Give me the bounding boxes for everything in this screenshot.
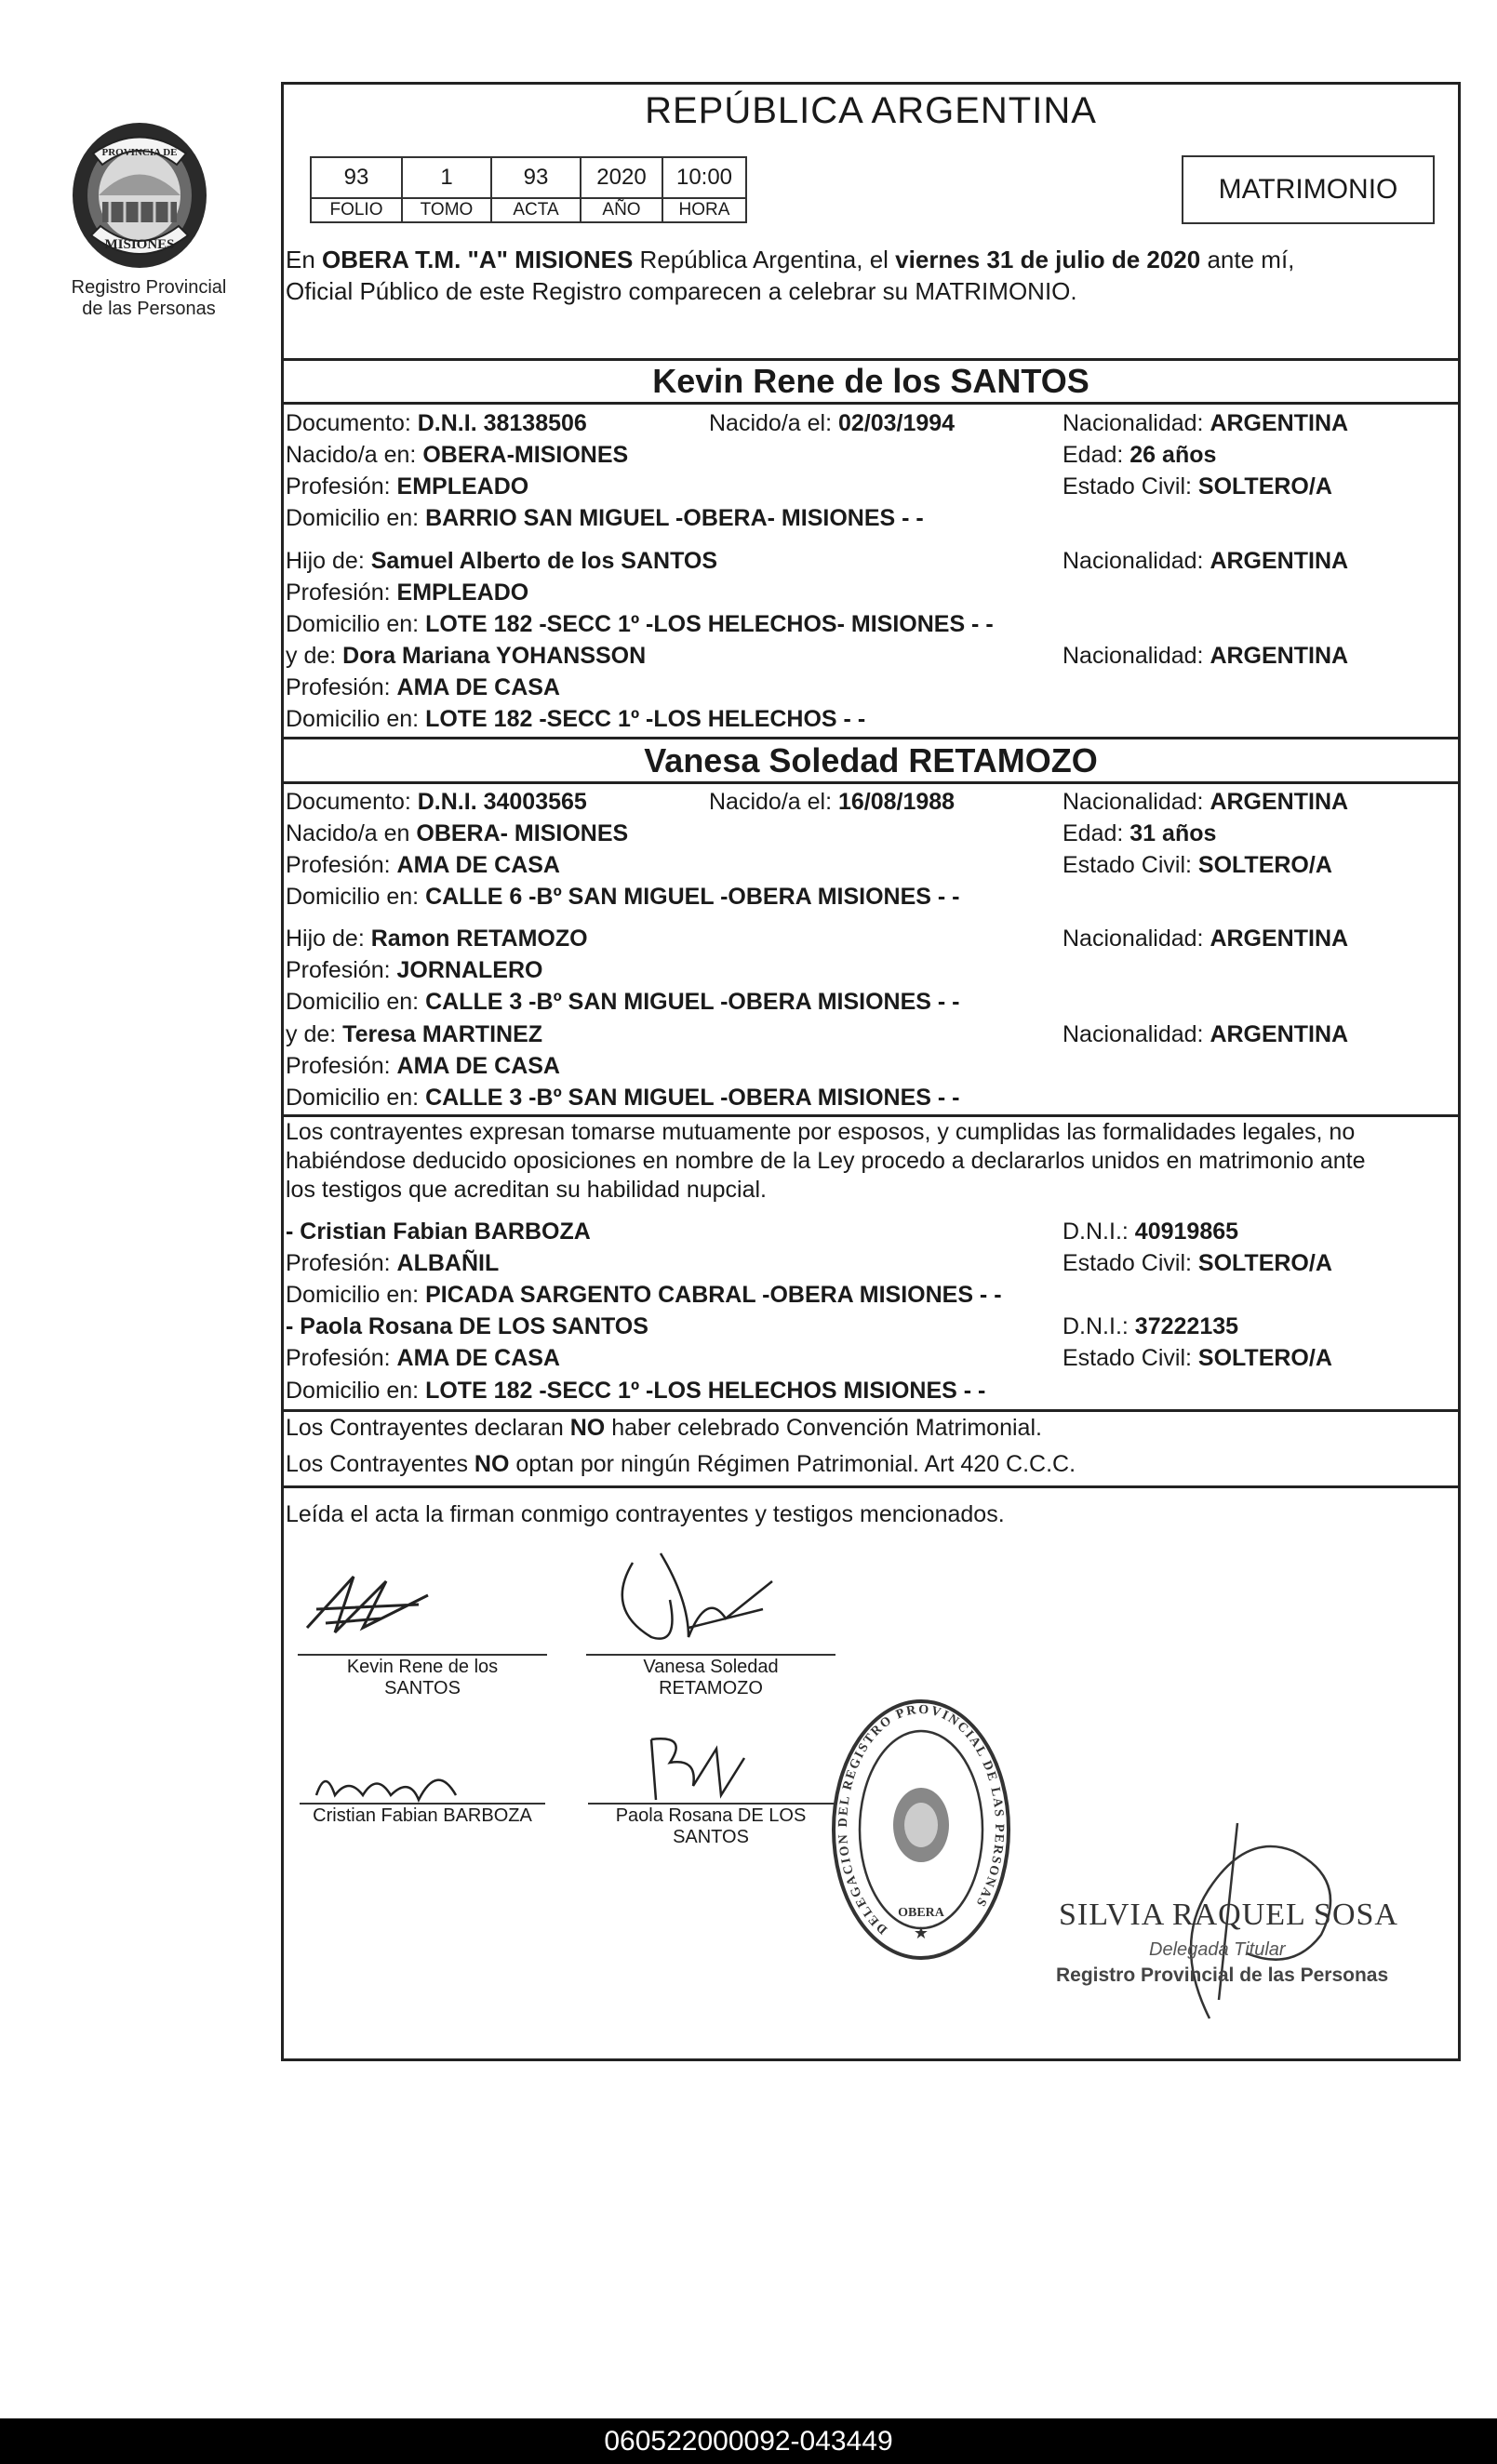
intro-text: ante mí, bbox=[1200, 246, 1295, 273]
field-label: D.N.I.: bbox=[1063, 1219, 1135, 1245]
field-label: Hijo de: bbox=[286, 548, 371, 574]
barcode-footer bbox=[0, 2418, 1497, 2464]
field-value: AMA DE CASA bbox=[396, 674, 560, 700]
field-label: Estado Civil: bbox=[1063, 1345, 1198, 1371]
act-type-box: MATRIMONIO bbox=[1182, 155, 1435, 224]
witness2-profession bbox=[286, 1344, 560, 1372]
field-label: Nacionalidad: bbox=[1063, 926, 1210, 952]
divider-regime bbox=[281, 1409, 1461, 1412]
intro-place: OBERA T.M. "A" MISIONES bbox=[322, 246, 634, 273]
field-value: AMA DE CASA bbox=[396, 1345, 560, 1371]
statement-text: Los Contrayentes declaran bbox=[286, 1415, 570, 1441]
field-value: EMPLEADO bbox=[396, 473, 529, 499]
field-label: Profesión: bbox=[286, 1250, 397, 1276]
witness2-civil-status bbox=[1063, 1344, 1332, 1372]
field-label: y de: bbox=[286, 643, 343, 669]
registry-label-line1: Registro Provincial bbox=[71, 277, 227, 298]
divider-spouse2-top bbox=[281, 737, 1461, 739]
witness2-address bbox=[286, 1377, 985, 1405]
witness2-dni bbox=[1063, 1312, 1238, 1340]
signature-label-spouse1 bbox=[298, 1657, 547, 1699]
spouse1-mother bbox=[286, 642, 646, 670]
field-value: ARGENTINA bbox=[1210, 410, 1349, 436]
divider-spouse2-name bbox=[281, 781, 1461, 784]
field-value: SOLTERO/A bbox=[1197, 852, 1332, 878]
spouse1-birth-place bbox=[286, 441, 628, 469]
declaration-line1: Los contrayentes expresan tomarse mutuamente por esposos, y cumplidas las formalidades legales, no bbox=[286, 1119, 1356, 1145]
anio-value: 2020 bbox=[581, 157, 662, 198]
seal-bottom-text: OBERA bbox=[898, 1906, 944, 1920]
signature-label-line: Vanesa Soledad bbox=[643, 1657, 779, 1677]
spouse1-father-address bbox=[286, 610, 994, 638]
field-label: Estado Civil: bbox=[1063, 1250, 1198, 1276]
declaration-line3: los testigos que acreditan su habilidad nupcial. bbox=[286, 1177, 768, 1203]
spouse1-name: Kevin Rene de los SANTOS bbox=[652, 362, 1089, 400]
spouse2-name: Vanesa Soledad RETAMOZO bbox=[644, 741, 1098, 779]
witness1-address bbox=[286, 1281, 1002, 1309]
field-label: Domicilio en: bbox=[286, 1378, 426, 1404]
field-value: ARGENTINA bbox=[1210, 1021, 1349, 1047]
spouse2-father bbox=[286, 925, 588, 952]
field-label: Edad: bbox=[1063, 442, 1130, 468]
spouse1-address bbox=[286, 504, 924, 532]
field-value: 16/08/1988 bbox=[837, 789, 956, 815]
field-value: ALBAÑIL bbox=[396, 1250, 500, 1276]
signature-label-line: Kevin Rene de los bbox=[346, 1657, 499, 1677]
field-value: JORNALERO bbox=[396, 957, 543, 983]
spouse1-father bbox=[286, 547, 717, 575]
field-label: Domicilio en: bbox=[286, 706, 426, 732]
seal-ring-text: DELEGACION DEL REGISTRO PROVINCIAL DE LAS PERSONAS bbox=[835, 1702, 1007, 1937]
spouse2-age bbox=[1063, 819, 1216, 847]
emblem-bottom-text: MISIONES bbox=[104, 237, 175, 252]
field-value: OBERA-MISIONES bbox=[422, 442, 629, 468]
signature-line-spouse1 bbox=[298, 1654, 547, 1656]
field-label: D.N.I.: bbox=[1063, 1313, 1135, 1339]
witness1-civil-status bbox=[1063, 1249, 1332, 1277]
divider-closing bbox=[281, 1485, 1461, 1488]
spouse1-nationality bbox=[1063, 409, 1348, 437]
signature-label-line: SANTOS bbox=[673, 1827, 749, 1847]
field-value: CALLE 3 -Bº SAN MIGUEL -OBERA MISIONES - - bbox=[425, 1085, 960, 1111]
spouse2-birth-date bbox=[709, 788, 955, 816]
field-label: Nacido/a en bbox=[286, 820, 417, 846]
folio-label: FOLIO bbox=[311, 198, 402, 222]
field-value: Dora Mariana YOHANSSON bbox=[342, 643, 647, 669]
field-label: Domicilio en: bbox=[286, 989, 426, 1015]
field-label: Domicilio en: bbox=[286, 1085, 426, 1111]
field-value: ARGENTINA bbox=[1210, 548, 1349, 574]
spouse2-document bbox=[286, 788, 587, 816]
acta-label: ACTA bbox=[491, 198, 581, 222]
statement-text: Los Contrayentes bbox=[286, 1451, 474, 1477]
folio-table bbox=[310, 156, 747, 223]
spouse2-mother-address bbox=[286, 1084, 960, 1112]
statement-text: haber celebrado Convención Matrimonial. bbox=[605, 1415, 1042, 1441]
regime-statement bbox=[286, 1450, 1076, 1478]
signature-label-line: SANTOS bbox=[384, 1678, 461, 1698]
country-title: REPÚBLICA ARGENTINA bbox=[645, 90, 1097, 131]
anio-label: AÑO bbox=[581, 198, 662, 222]
spouse2-mother-profession bbox=[286, 1052, 560, 1080]
declaration-paragraph bbox=[286, 1118, 1458, 1205]
field-value: ARGENTINA bbox=[1210, 643, 1349, 669]
acta-value: 93 bbox=[491, 157, 581, 198]
intro-line2: Oficial Público de este Registro comparecen a celebrar su MATRIMONIO. bbox=[286, 277, 1077, 305]
field-label: Domicilio en: bbox=[286, 1282, 426, 1308]
field-label: Profesión: bbox=[286, 674, 397, 700]
field-value: CALLE 6 -Bº SAN MIGUEL -OBERA MISIONES - - bbox=[425, 884, 960, 910]
declaration-line2: habiéndose deducido oposiciones en nombre de la Ley procedo a declararlos unidos en matrimonio ante bbox=[286, 1148, 1366, 1174]
field-value: Teresa MARTINEZ bbox=[342, 1021, 543, 1047]
official-role: Delegada Titular bbox=[1149, 1939, 1286, 1960]
field-value: OBERA- MISIONES bbox=[416, 820, 629, 846]
field-label: Profesión: bbox=[286, 1053, 397, 1079]
field-label: Nacido/a el: bbox=[709, 410, 838, 436]
signature-label-spouse2 bbox=[586, 1657, 835, 1699]
field-value: 40919865 bbox=[1134, 1219, 1239, 1245]
intro-date: viernes 31 de julio de 2020 bbox=[895, 246, 1201, 273]
field-value: CALLE 3 -Bº SAN MIGUEL -OBERA MISIONES - - bbox=[425, 989, 960, 1015]
hora-value: 10:00 bbox=[662, 157, 746, 198]
field-value: SOLTERO/A bbox=[1197, 1345, 1332, 1371]
signature-label-line: RETAMOZO bbox=[659, 1678, 763, 1698]
field-label: Nacionalidad: bbox=[1063, 1021, 1210, 1047]
field-label: Domicilio en: bbox=[286, 884, 426, 910]
field-value: PICADA SARGENTO CABRAL -OBERA MISIONES - - bbox=[425, 1282, 1002, 1308]
field-value: EMPLEADO bbox=[396, 579, 529, 606]
field-value: SOLTERO/A bbox=[1197, 473, 1332, 499]
field-value: ARGENTINA bbox=[1210, 926, 1349, 952]
tomo-value: 1 bbox=[402, 157, 491, 198]
signature-label-witness2 bbox=[588, 1805, 834, 1848]
field-label: Estado Civil: bbox=[1063, 852, 1198, 878]
spouse2-mother bbox=[286, 1020, 542, 1048]
convention-statement bbox=[286, 1414, 1042, 1442]
field-label: Nacionalidad: bbox=[1063, 643, 1210, 669]
field-label: y de: bbox=[286, 1021, 343, 1047]
divider-declaration bbox=[281, 1114, 1461, 1117]
emblem-top-text: PROVINCIA DE bbox=[101, 147, 178, 158]
spouse2-mother-nationality bbox=[1063, 1020, 1348, 1048]
field-value: D.N.I. 34003565 bbox=[417, 789, 587, 815]
statement-no: NO bbox=[474, 1451, 510, 1477]
spouse2-nationality bbox=[1063, 788, 1348, 816]
field-label: Profesión: bbox=[286, 579, 397, 606]
spouse1-mother-nationality bbox=[1063, 642, 1348, 670]
field-value: LOTE 182 -SECC 1º -LOS HELECHOS MISIONES - - bbox=[425, 1378, 986, 1404]
field-value: 26 años bbox=[1129, 442, 1217, 468]
folio-value: 93 bbox=[311, 157, 402, 198]
field-label: Edad: bbox=[1063, 820, 1130, 846]
divider-spouse1-name bbox=[281, 402, 1461, 405]
barcode-number: 060522000092-043449 bbox=[604, 2425, 893, 2457]
closing-statement: Leída el acta la firman conmigo contrayentes y testigos mencionados. bbox=[286, 1501, 1005, 1527]
field-label: Nacionalidad: bbox=[1063, 789, 1210, 815]
provincial-emblem-logo bbox=[56, 116, 223, 274]
witness1-dni bbox=[1063, 1218, 1238, 1245]
spouse1-civil-status bbox=[1063, 473, 1332, 500]
hora-label: HORA bbox=[662, 198, 746, 222]
spouse2-father-profession bbox=[286, 956, 542, 984]
spouse2-father-address bbox=[286, 988, 960, 1016]
signature-label-line: Paola Rosana DE LOS bbox=[615, 1805, 807, 1826]
field-label: Documento: bbox=[286, 789, 418, 815]
field-label: Profesión: bbox=[286, 957, 397, 983]
spouse1-mother-profession bbox=[286, 673, 560, 701]
field-value: AMA DE CASA bbox=[396, 852, 560, 878]
signature-scrawl-spouse2 bbox=[595, 1544, 782, 1656]
field-value: Samuel Alberto de los SANTOS bbox=[370, 548, 718, 574]
spouse2-address bbox=[286, 883, 960, 911]
field-value: Ramon RETAMOZO bbox=[370, 926, 588, 952]
spouse2-profession bbox=[286, 851, 560, 879]
intro-text: República Argentina, el bbox=[633, 246, 896, 273]
signature-scrawl-witness2 bbox=[633, 1730, 763, 1805]
spouse2-civil-status bbox=[1063, 851, 1332, 879]
field-label: Documento: bbox=[286, 410, 418, 436]
divider-header bbox=[281, 358, 1461, 361]
intro-line1 bbox=[286, 244, 1294, 275]
spouse2-birth-place bbox=[286, 819, 628, 847]
field-label: Nacido/a en: bbox=[286, 442, 423, 468]
field-value: BARRIO SAN MIGUEL -OBERA- MISIONES - - bbox=[425, 505, 924, 531]
field-label: Estado Civil: bbox=[1063, 473, 1198, 499]
field-label: Profesión: bbox=[286, 473, 397, 499]
signature-line-spouse2 bbox=[586, 1654, 835, 1656]
spouse1-father-nationality bbox=[1063, 547, 1348, 575]
spouse1-profession bbox=[286, 473, 528, 500]
field-label: Nacido/a el: bbox=[709, 789, 838, 815]
official-organization: Registro Provincial de las Personas bbox=[1056, 1965, 1389, 1986]
field-value: LOTE 182 -SECC 1º -LOS HELECHOS- MISIONES - - bbox=[425, 611, 994, 637]
witness2-name: - Paola Rosana DE LOS SANTOS bbox=[286, 1313, 648, 1339]
spouse1-document bbox=[286, 409, 587, 437]
spouse1-birth-date bbox=[709, 409, 955, 437]
signature-scrawl-spouse1 bbox=[298, 1563, 447, 1646]
field-value: AMA DE CASA bbox=[396, 1053, 560, 1079]
field-label: Nacionalidad: bbox=[1063, 410, 1210, 436]
signature-line-witness1 bbox=[300, 1803, 545, 1805]
spouse2-father-nationality bbox=[1063, 925, 1348, 952]
field-label: Profesión: bbox=[286, 1345, 397, 1371]
field-value: SOLTERO/A bbox=[1197, 1250, 1332, 1276]
registry-label-line2: de las Personas bbox=[82, 299, 216, 319]
field-label: Hijo de: bbox=[286, 926, 371, 952]
field-value: 02/03/1994 bbox=[837, 410, 956, 436]
spouse1-father-profession bbox=[286, 579, 528, 606]
field-label: Domicilio en: bbox=[286, 505, 426, 531]
seal-star-icon: ★ bbox=[913, 1924, 929, 1942]
spouse1-mother-address bbox=[286, 705, 865, 733]
field-value: ARGENTINA bbox=[1210, 789, 1349, 815]
intro-text: En bbox=[286, 246, 323, 273]
field-value: 31 años bbox=[1129, 820, 1217, 846]
field-value: D.N.I. 38138506 bbox=[417, 410, 587, 436]
official-seal-stamp bbox=[828, 1695, 1014, 1965]
witness1-name: - Cristian Fabian BARBOZA bbox=[286, 1219, 591, 1245]
official-name: SILVIA RAQUEL SOSA bbox=[1059, 1898, 1398, 1932]
witness1-profession bbox=[286, 1249, 499, 1277]
field-label: Profesión: bbox=[286, 852, 397, 878]
statement-text: optan por ningún Régimen Patrimonial. Art 420 C.C.C. bbox=[509, 1451, 1076, 1477]
field-value: LOTE 182 -SECC 1º -LOS HELECHOS - - bbox=[425, 706, 866, 732]
field-label: Nacionalidad: bbox=[1063, 548, 1210, 574]
field-value: 37222135 bbox=[1134, 1313, 1239, 1339]
statement-no: NO bbox=[569, 1415, 606, 1441]
spouse1-age bbox=[1063, 441, 1216, 469]
tomo-label: TOMO bbox=[402, 198, 491, 222]
signature-label-witness1: Cristian Fabian BARBOZA bbox=[313, 1805, 532, 1826]
registry-label bbox=[37, 277, 261, 320]
field-label: Domicilio en: bbox=[286, 611, 426, 637]
signature-line-witness2 bbox=[588, 1803, 834, 1805]
